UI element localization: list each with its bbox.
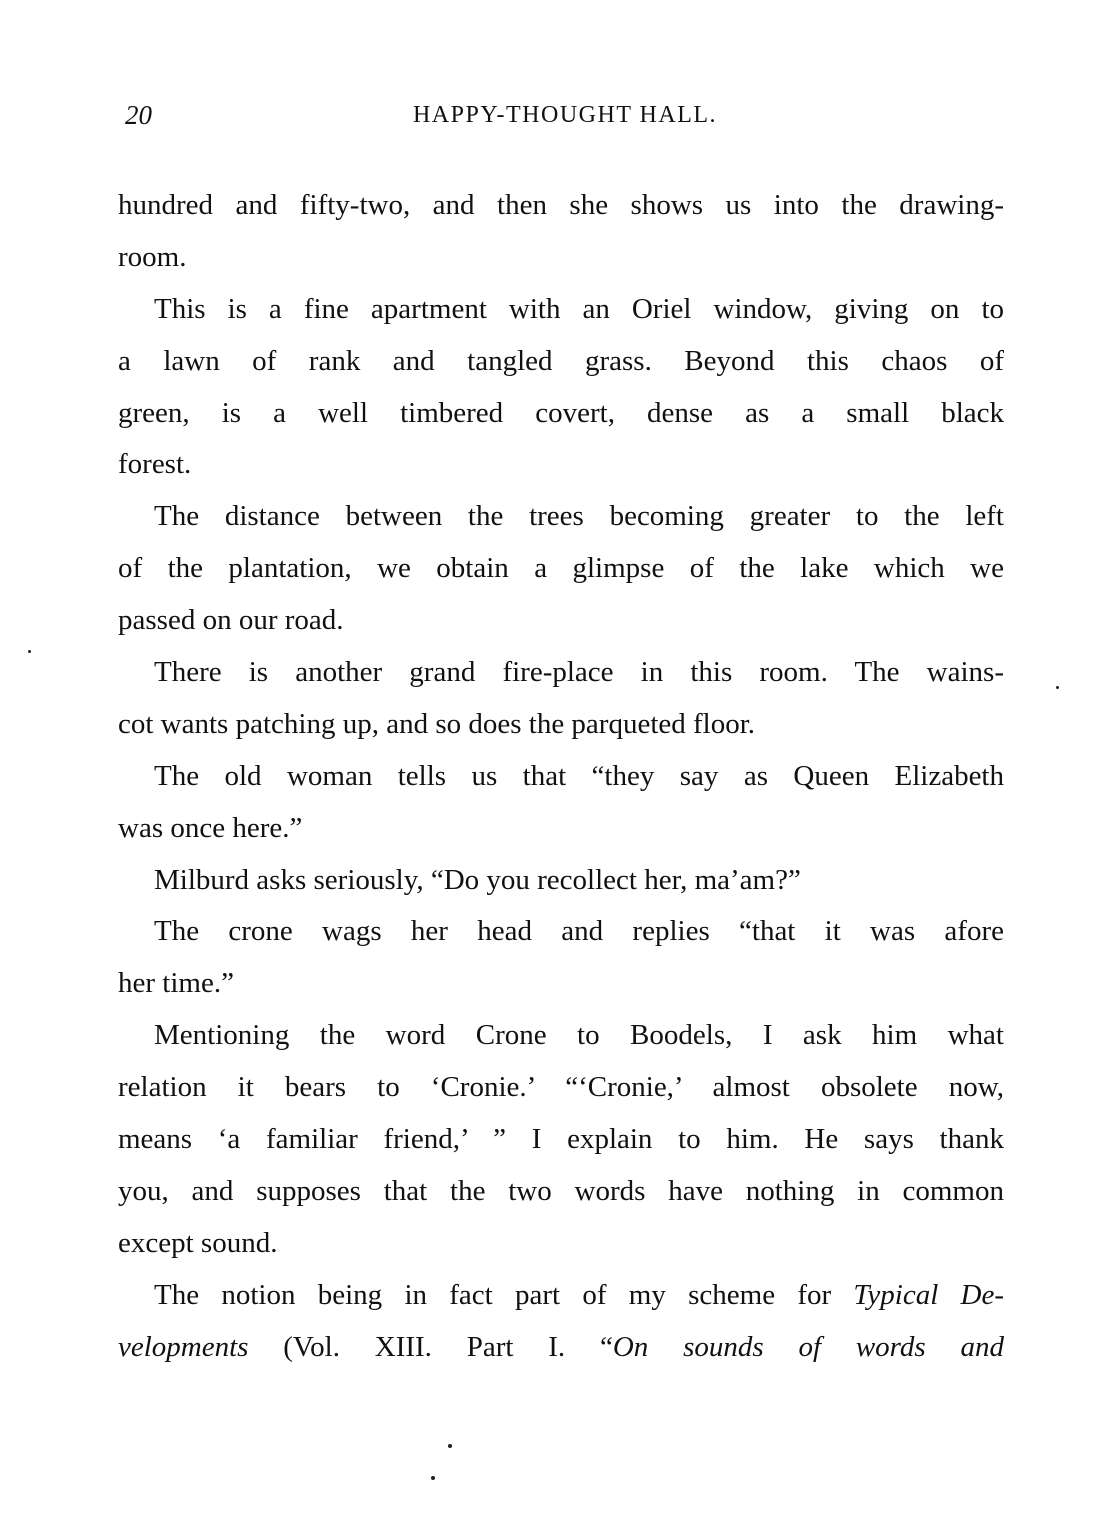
scan-speck (431, 1476, 435, 1480)
running-title: HAPPY-THOUGHT HALL. (412, 102, 718, 128)
text-line: The old woman tells us that “they say as Queen Elizabeth (154, 759, 1004, 792)
italic-text-segment: velopments (118, 1330, 249, 1363)
text-line: The crone wags her head and replies “that it was afore (154, 915, 1004, 948)
text-line: The distance between the trees becoming greater to the left (154, 500, 1004, 533)
text-segment: The notion being in fact part of my scheme for (154, 1278, 854, 1311)
text-line: you, and supposes that the two words have nothing in common (118, 1174, 1004, 1207)
text-line: hundred and fifty-two, and then she shows us into the drawing- (118, 189, 1004, 221)
text-line: her time.” (118, 967, 234, 1000)
italic-text-segment: On sounds of words and (612, 1330, 1004, 1363)
text-line: means ‘a familiar friend,’ ” I explain to him. He says thank (118, 1123, 1004, 1156)
text-line: cot wants patching up, and so does the parqueted floor. (118, 707, 756, 740)
text-line: was once here.” (118, 811, 303, 844)
text-line: Milburd asks seriously, “Do you recollect her, ma’am?” (154, 863, 801, 896)
italic-text-segment: Typical De- (853, 1278, 1004, 1311)
text-line: green, is a well timbered covert, dense as a small black (118, 396, 1004, 429)
text-line (118, 1270, 1004, 1322)
page-number: 20 (125, 100, 152, 130)
text-line: This is a fine apartment with an Oriel window, giving on to (154, 292, 1004, 325)
body-text (118, 180, 1004, 1373)
text-line: forest. (118, 448, 192, 481)
text-line (118, 1322, 1004, 1374)
text-line: Mentioning the word Crone to Boodels, I ask him what (154, 1019, 1004, 1052)
text-line: a lawn of rank and tangled grass. Beyond this chaos of (118, 344, 1004, 377)
text-line: There is another grand fire-place in this room. The wains- (154, 656, 1004, 689)
text-line: except sound. (118, 1226, 278, 1259)
scan-speck (448, 1444, 452, 1448)
text-line: room. (118, 240, 187, 273)
scan-speck (28, 650, 31, 653)
text-line: of the plantation, we obtain a glimpse of the lake which we (118, 552, 1004, 585)
text-line: relation it bears to ‘Cronie.’ “‘Cronie,’ almost obsolete now, (118, 1071, 1004, 1104)
text-line: passed on our road. (118, 604, 344, 637)
scan-speck (1056, 686, 1059, 689)
text-segment: (Vol. XIII. Part I. “ (248, 1330, 613, 1363)
page-header (125, 100, 1005, 140)
